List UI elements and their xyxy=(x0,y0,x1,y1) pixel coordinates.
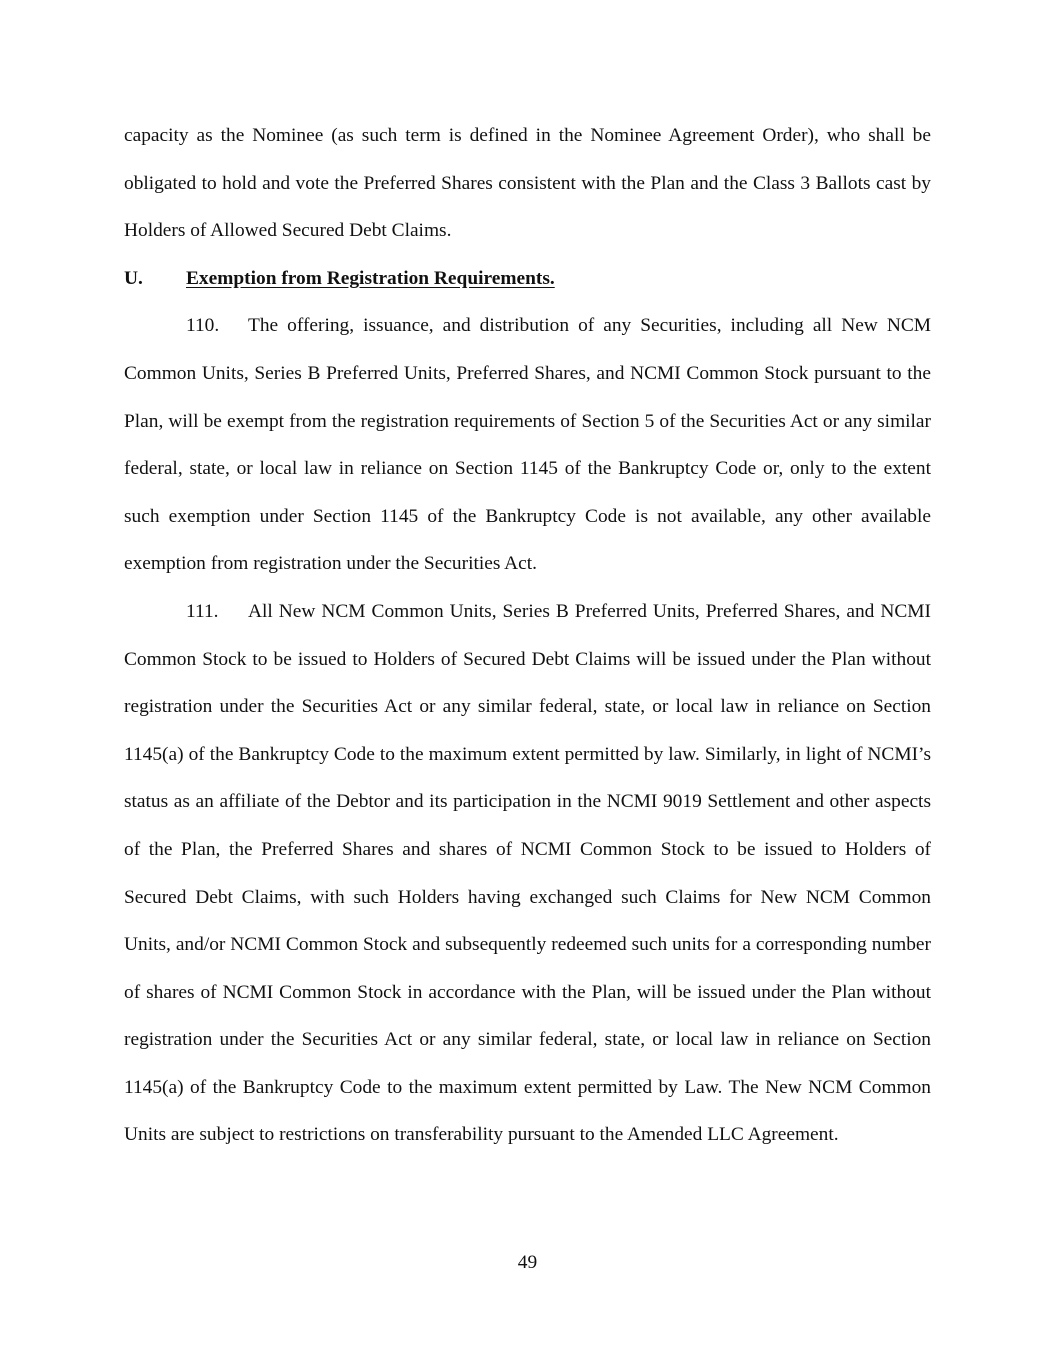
paragraph-number: 111. xyxy=(186,600,219,622)
continuation-paragraph: capacity as the Nominee (as such term is defined in the Nominee Agreement Order), who shall be obligated to hold and vote the Preferred Shares consistent with the Plan and the Class 3 Ballots cast by Holders of Allowed Secured Debt Claims. xyxy=(124,125,931,242)
paragraph-111 xyxy=(124,588,931,1159)
paragraph-text: All New NCM Common Units, Series B Preferred Units, Preferred Shares, and NCMI Common Stock to be issued to Holders of Secured Debt Claims will be issued under the Plan without registration under the Securities Act or any similar federal, state, or local law in reliance on Section 1145(a) of the Bankruptcy Code to the maximum extent permitted by law. Similarly, in light of NCMI’s status as an affiliate of the Debtor and its participation in the NCMI 9019 Settlement and other aspects of the Plan, the Preferred Shares and shares of NCMI Common Stock to be issued to Holders of Secured Debt Claims, with such Holders having exchanged such Claims for New NCM Common Units, and/or NCMI Common Stock and subsequently redeemed such units for a corresponding number of shares of NCMI Common Stock in accordance with the Plan, will be issued under the Plan without registration under the Securities Act or any similar federal, state, or local law in reliance on Section 1145(a) of the Bankruptcy Code to the maximum extent permitted by Law. The New NCM Common Units are subject to restrictions on transferability pursuant to the Amended LLC Agreement. xyxy=(124,600,931,1146)
section-heading xyxy=(124,255,931,303)
paragraph-110 xyxy=(124,302,931,588)
paragraph-number: 110. xyxy=(186,315,220,337)
section-letter: U. xyxy=(124,267,143,289)
page-number: 49 xyxy=(517,1252,538,1273)
document-body xyxy=(124,112,931,1159)
section-title: Exemption from Registration Requirements. xyxy=(186,267,555,289)
paragraph-text: The offering, issuance, and distribution of any Securities, including all New NCM Common Units, Series B Preferred Units, Preferred Shares, and NCMI Common Stock pursuant to the Plan, will be exempt from the registration requirements of Section 5 of the Securities Act or any similar federal, state, or local law in reliance on Section 1145 of the Bankruptcy Code or, only to the extent such exemption under Section 1145 of the Bankruptcy Code is not available, any other available exemption from registration under the Securities Act. xyxy=(124,315,931,575)
